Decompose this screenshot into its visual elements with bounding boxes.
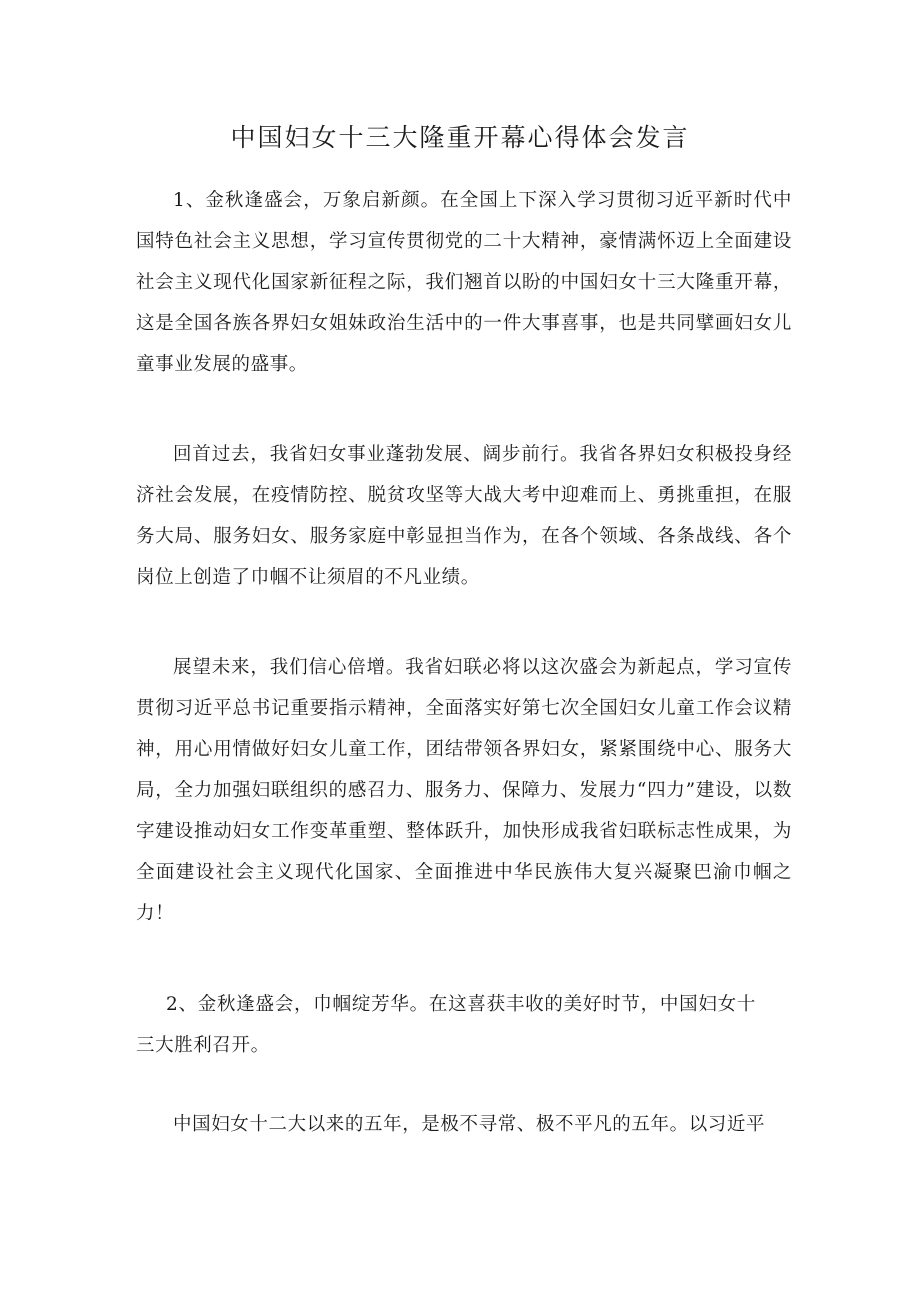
paragraph-1: 1、金秋逢盛会，万象启新颜。在全国上下深入学习贯彻习近平新时代中国特色社会主义思想，学习宣传贯彻党的二十大精神，豪情满怀迈上全面建设社会主义现代化国家新征程之际，我们翘首以盼的中国妇女十三大隆重开幕，这是全国各族各界妇女姐妹政治生活中的一件大事喜事，也是共同擘画妇女儿童事业发展的盛事。	[136, 190, 792, 375]
paragraph-3: 展望未来，我们信心倍增。我省妇联必将以这次盛会为新起点，学习宣传贯彻习近平总书记重要指示精神，全面落实好第七次全国妇女儿童工作会议精神，用心用情做好妇女儿童工作，团结带领各界妇女，紧紧围绕中心、服务大局，全力加强妇联组织的感召力、服务力、保障力、发展力“四力”建设，以数字建设推动妇女工作变革重塑、整体跃升，加快形成我省妇联标志性成果，为全面建设社会主义现代化国家、全面推进中华民族伟大复兴凝聚巴渝巾帼之力！	[136, 657, 792, 924]
paragraph-2: 回首过去，我省妇女事业蓬勃发展、阔步前行。我省各界妇女积极投身经济社会发展，在疫情防控、脱贫攻坚等大战大考中迎难而上、勇挑重担，在服务大局、服务妇女、服务家庭中彰显担当作为，在各个领域、各条战线、各个岗位上创造了巾帼不让须眉的不凡业绩。	[136, 444, 792, 588]
paragraph-4: 2、金秋逢盛会，巾帼绽芳华。在这喜获丰收的美好时节，中国妇女十三大胜利召开。	[136, 994, 756, 1056]
paragraph-5: 中国妇女十二大以来的五年，是极不寻常、极不平凡的五年。以习近平	[173, 1114, 766, 1135]
document-title: 中国妇女十三大隆重开幕心得体会发言	[230, 123, 690, 152]
